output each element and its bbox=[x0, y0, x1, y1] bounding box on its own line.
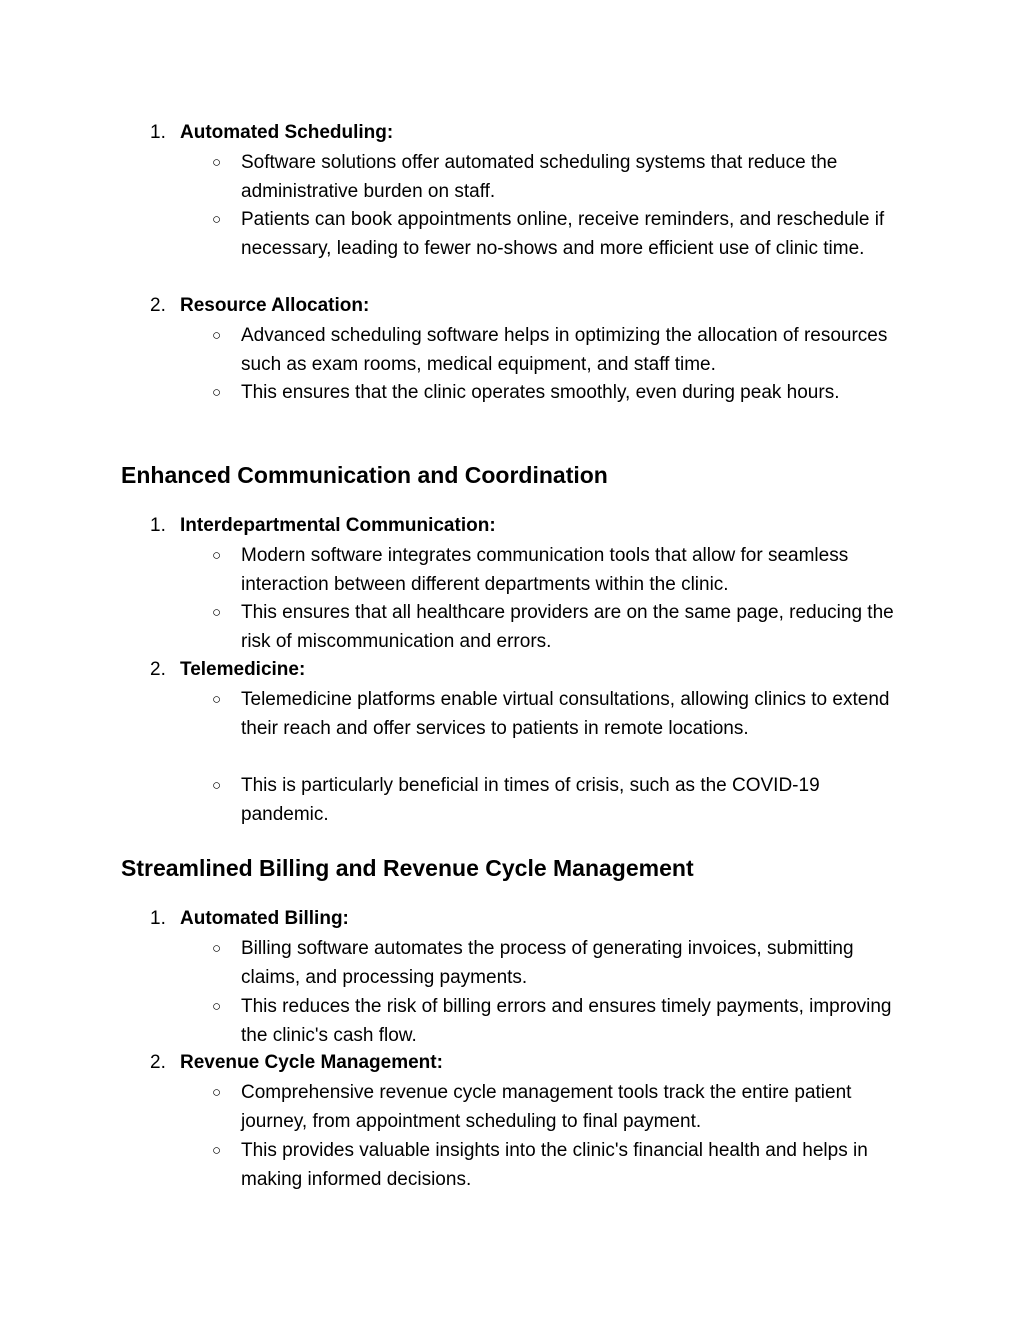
list-item-title bbox=[150, 512, 496, 540]
bullet-text: Software solutions offer automated scheduling systems that reduce the administrative burden on staff. bbox=[241, 152, 838, 202]
bullet-text: Modern software integrates communication tools that allow for seamless interaction between different departments within the clinic. bbox=[241, 545, 849, 595]
bullet-text: Comprehensive revenue cycle management tools track the entire patient journey, from appointment scheduling to final payment. bbox=[241, 1082, 852, 1132]
list-item-title bbox=[150, 656, 305, 684]
list-item-label: Revenue Cycle Management: bbox=[180, 1052, 443, 1073]
hollow-circle-bullet-icon: ○ bbox=[212, 547, 222, 564]
hollow-circle-bullet-icon: ○ bbox=[212, 998, 222, 1015]
bullet-item bbox=[212, 205, 892, 263]
hollow-circle-bullet-icon: ○ bbox=[212, 1084, 222, 1101]
bullet-item bbox=[212, 541, 892, 599]
bullet-text: Patients can book appointments online, receive reminders, and reschedule if necessary, leading to fewer no-shows and more efficient use of clinic time. bbox=[241, 209, 885, 259]
list-number: 1. bbox=[150, 908, 166, 929]
section-heading: Streamlined Billing and Revenue Cycle Management bbox=[121, 855, 694, 881]
hollow-circle-bullet-icon: ○ bbox=[212, 604, 222, 621]
bullet-item bbox=[212, 1136, 892, 1194]
bullet-item bbox=[212, 598, 892, 656]
bullet-text: This ensures that the clinic operates smoothly, even during peak hours. bbox=[241, 382, 840, 403]
bullet-text: Billing software automates the process of generating invoices, submitting claims, and processing payments. bbox=[241, 938, 854, 988]
hollow-circle-bullet-icon: ○ bbox=[212, 1142, 222, 1159]
bullet-item bbox=[212, 1078, 892, 1136]
list-item-label: Automated Billing: bbox=[180, 908, 349, 929]
bullet-text: This is particularly beneficial in times of crisis, such as the COVID-19 pandemic. bbox=[241, 775, 820, 825]
section-heading: Enhanced Communication and Coordination bbox=[121, 462, 608, 488]
list-number: 2. bbox=[150, 295, 166, 316]
bullet-text: Telemedicine platforms enable virtual consultations, allowing clinics to extend their reach and offer services to patients in remote locations. bbox=[241, 689, 890, 739]
bullet-item bbox=[212, 321, 892, 379]
list-item-label: Interdepartmental Communication: bbox=[180, 515, 496, 536]
bullet-item bbox=[212, 685, 892, 743]
list-number: 2. bbox=[150, 1052, 166, 1073]
list-item-title bbox=[150, 292, 369, 320]
list-item-label: Telemedicine: bbox=[180, 659, 306, 680]
list-number: 1. bbox=[150, 515, 166, 536]
list-number: 2. bbox=[150, 659, 166, 680]
bullet-text: This provides valuable insights into the clinic's financial health and helps in making informed decisions. bbox=[241, 1140, 868, 1190]
list-item-label: Automated Scheduling: bbox=[180, 122, 394, 143]
bullet-text: This ensures that all healthcare providers are on the same page, reducing the risk of miscommunication and errors. bbox=[241, 602, 894, 652]
hollow-circle-bullet-icon: ○ bbox=[212, 384, 222, 401]
list-item-title bbox=[150, 119, 393, 147]
bullet-item bbox=[212, 148, 892, 206]
list-item-title bbox=[150, 905, 349, 933]
bullet-item bbox=[212, 378, 892, 407]
hollow-circle-bullet-icon: ○ bbox=[212, 777, 222, 794]
hollow-circle-bullet-icon: ○ bbox=[212, 940, 222, 957]
list-item-label: Resource Allocation: bbox=[180, 295, 370, 316]
bullet-item bbox=[212, 934, 892, 992]
list-item-title bbox=[150, 1049, 443, 1077]
bullet-item bbox=[212, 771, 892, 829]
bullet-item bbox=[212, 992, 892, 1050]
hollow-circle-bullet-icon: ○ bbox=[212, 691, 222, 708]
hollow-circle-bullet-icon: ○ bbox=[212, 154, 222, 171]
hollow-circle-bullet-icon: ○ bbox=[212, 211, 222, 228]
bullet-text: This reduces the risk of billing errors and ensures timely payments, improving the clinic's cash flow. bbox=[241, 996, 892, 1046]
hollow-circle-bullet-icon: ○ bbox=[212, 327, 222, 344]
list-number: 1. bbox=[150, 122, 166, 143]
bullet-text: Advanced scheduling software helps in optimizing the allocation of resources such as exam rooms, medical equipment, and staff time. bbox=[241, 325, 888, 375]
